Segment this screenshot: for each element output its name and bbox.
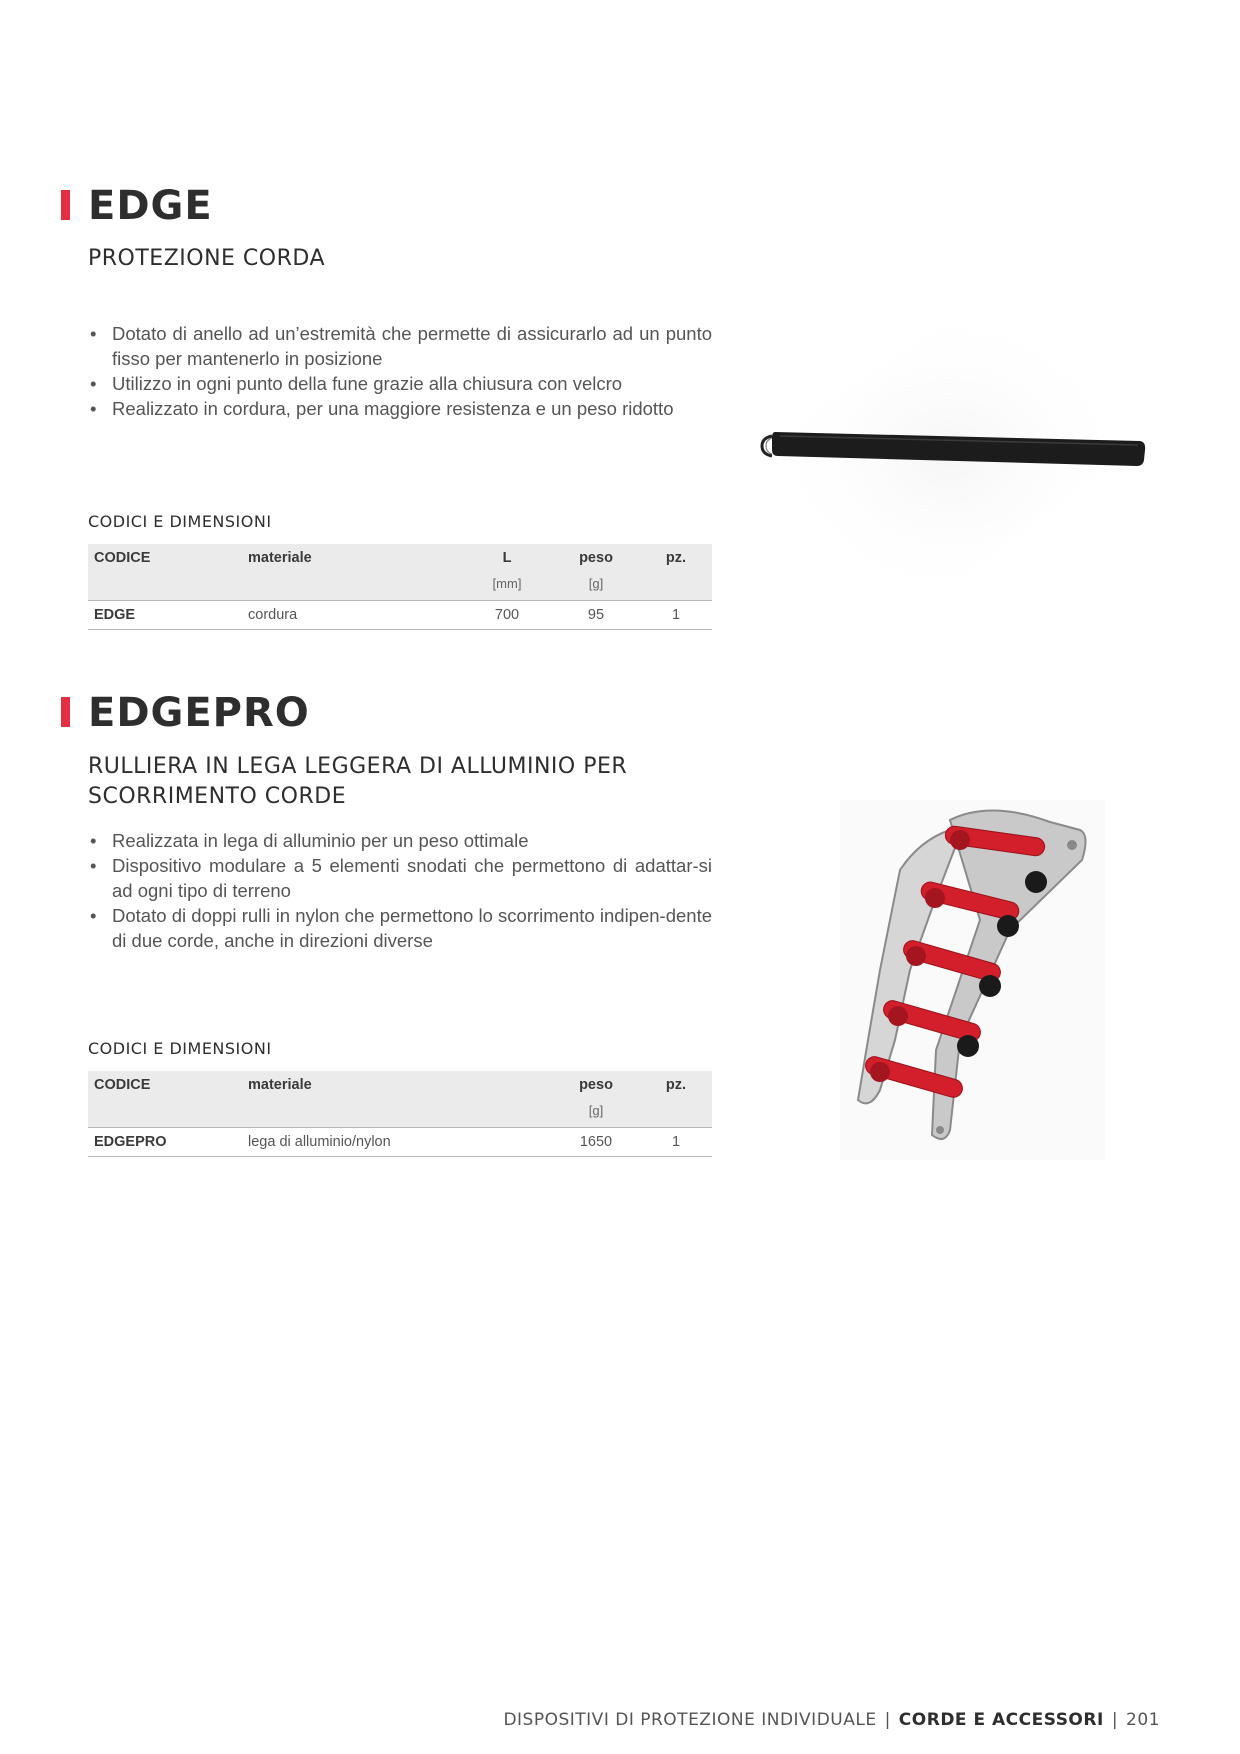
feature-item: • Dotato di anello ad un’estremità che permette di assicurarlo ad un punto fisso per mantenerlo in posizione bbox=[112, 321, 712, 371]
table-unit-row bbox=[88, 1099, 712, 1128]
page-footer bbox=[503, 1710, 1160, 1730]
table-row bbox=[88, 601, 712, 630]
feature-item: • Utilizzo in ogni punto della fune grazie alla chiusura con velcro bbox=[112, 371, 712, 396]
spec-table bbox=[88, 544, 712, 630]
cell-code: EDGE bbox=[88, 601, 242, 630]
unit-cell bbox=[640, 572, 712, 601]
cell-code: EDGEPRO bbox=[88, 1128, 242, 1157]
feature-list bbox=[88, 828, 712, 953]
footer-section: CORDE E ACCESSORI bbox=[898, 1710, 1104, 1730]
unit-cell bbox=[88, 572, 242, 601]
col-header-pieces: pz. bbox=[665, 1077, 687, 1093]
col-header-code: CODICE bbox=[94, 550, 151, 566]
col-header-code: CODICE bbox=[94, 1077, 151, 1093]
product-title: EDGE bbox=[88, 183, 213, 229]
unit-weight: [g] bbox=[588, 1103, 604, 1118]
col-header-weight: peso bbox=[579, 1077, 613, 1093]
cell-length: 700 bbox=[462, 601, 552, 630]
title-accent-bar bbox=[61, 190, 70, 220]
unit-cell bbox=[242, 572, 462, 601]
feature-item: • Dispositivo modulare a 5 elementi snodati che permettono di adattar-si ad ogni tipo di terreno bbox=[112, 853, 712, 903]
unit-cell bbox=[640, 1099, 712, 1128]
codes-heading: CODICI E DIMENSIONI bbox=[88, 1039, 272, 1058]
cell-weight: 1650 bbox=[552, 1128, 640, 1157]
unit-cell bbox=[88, 1099, 242, 1128]
feature-item: • Realizzata in lega di alluminio per un peso ottimale bbox=[112, 828, 712, 853]
table-header-row bbox=[88, 544, 712, 572]
table-unit-row bbox=[88, 572, 712, 601]
col-header-material: materiale bbox=[248, 1077, 312, 1093]
col-header-material: materiale bbox=[248, 550, 312, 566]
table-header-row bbox=[88, 1071, 712, 1099]
product-title: EDGEPRO bbox=[88, 690, 310, 736]
codes-heading: CODICI E DIMENSIONI bbox=[88, 512, 272, 531]
feature-item: • Dotato di doppi rulli in nylon che permettono lo scorrimento indipen-dente di due corde, anche in direzioni diverse bbox=[112, 903, 712, 953]
footer-separator: | bbox=[884, 1710, 891, 1730]
unit-weight: [g] bbox=[588, 576, 604, 591]
cell-material: lega di alluminio/nylon bbox=[242, 1128, 552, 1157]
roller-rope-guide-image bbox=[840, 800, 1105, 1160]
product-subtitle: PROTEZIONE CORDA bbox=[88, 246, 326, 271]
cell-weight: 95 bbox=[552, 601, 640, 630]
cell-material: cordura bbox=[242, 601, 462, 630]
page-number: 201 bbox=[1126, 1710, 1160, 1730]
col-header-weight: peso bbox=[579, 550, 613, 566]
cell-pieces: 1 bbox=[640, 601, 712, 630]
unit-length: [mm] bbox=[492, 576, 522, 591]
unit-cell bbox=[242, 1099, 552, 1128]
cell-pieces: 1 bbox=[640, 1128, 712, 1157]
rope-protector-sleeve-image bbox=[750, 300, 1150, 620]
footer-category: DISPOSITIVI DI PROTEZIONE INDIVIDUALE bbox=[503, 1710, 877, 1730]
col-header-length: L bbox=[502, 550, 512, 566]
title-accent-bar bbox=[61, 697, 70, 727]
col-header-pieces: pz. bbox=[665, 550, 687, 566]
spec-table bbox=[88, 1071, 712, 1157]
feature-item: • Realizzato in cordura, per una maggiore resistenza e un peso ridotto bbox=[112, 396, 712, 421]
footer-separator: | bbox=[1111, 1710, 1119, 1730]
product-subtitle: RULLIERA IN LEGA LEGGERA DI ALLUMINIO PER SCORRIMENTO CORDE bbox=[88, 754, 628, 809]
table-row bbox=[88, 1128, 712, 1157]
feature-list bbox=[88, 321, 712, 421]
